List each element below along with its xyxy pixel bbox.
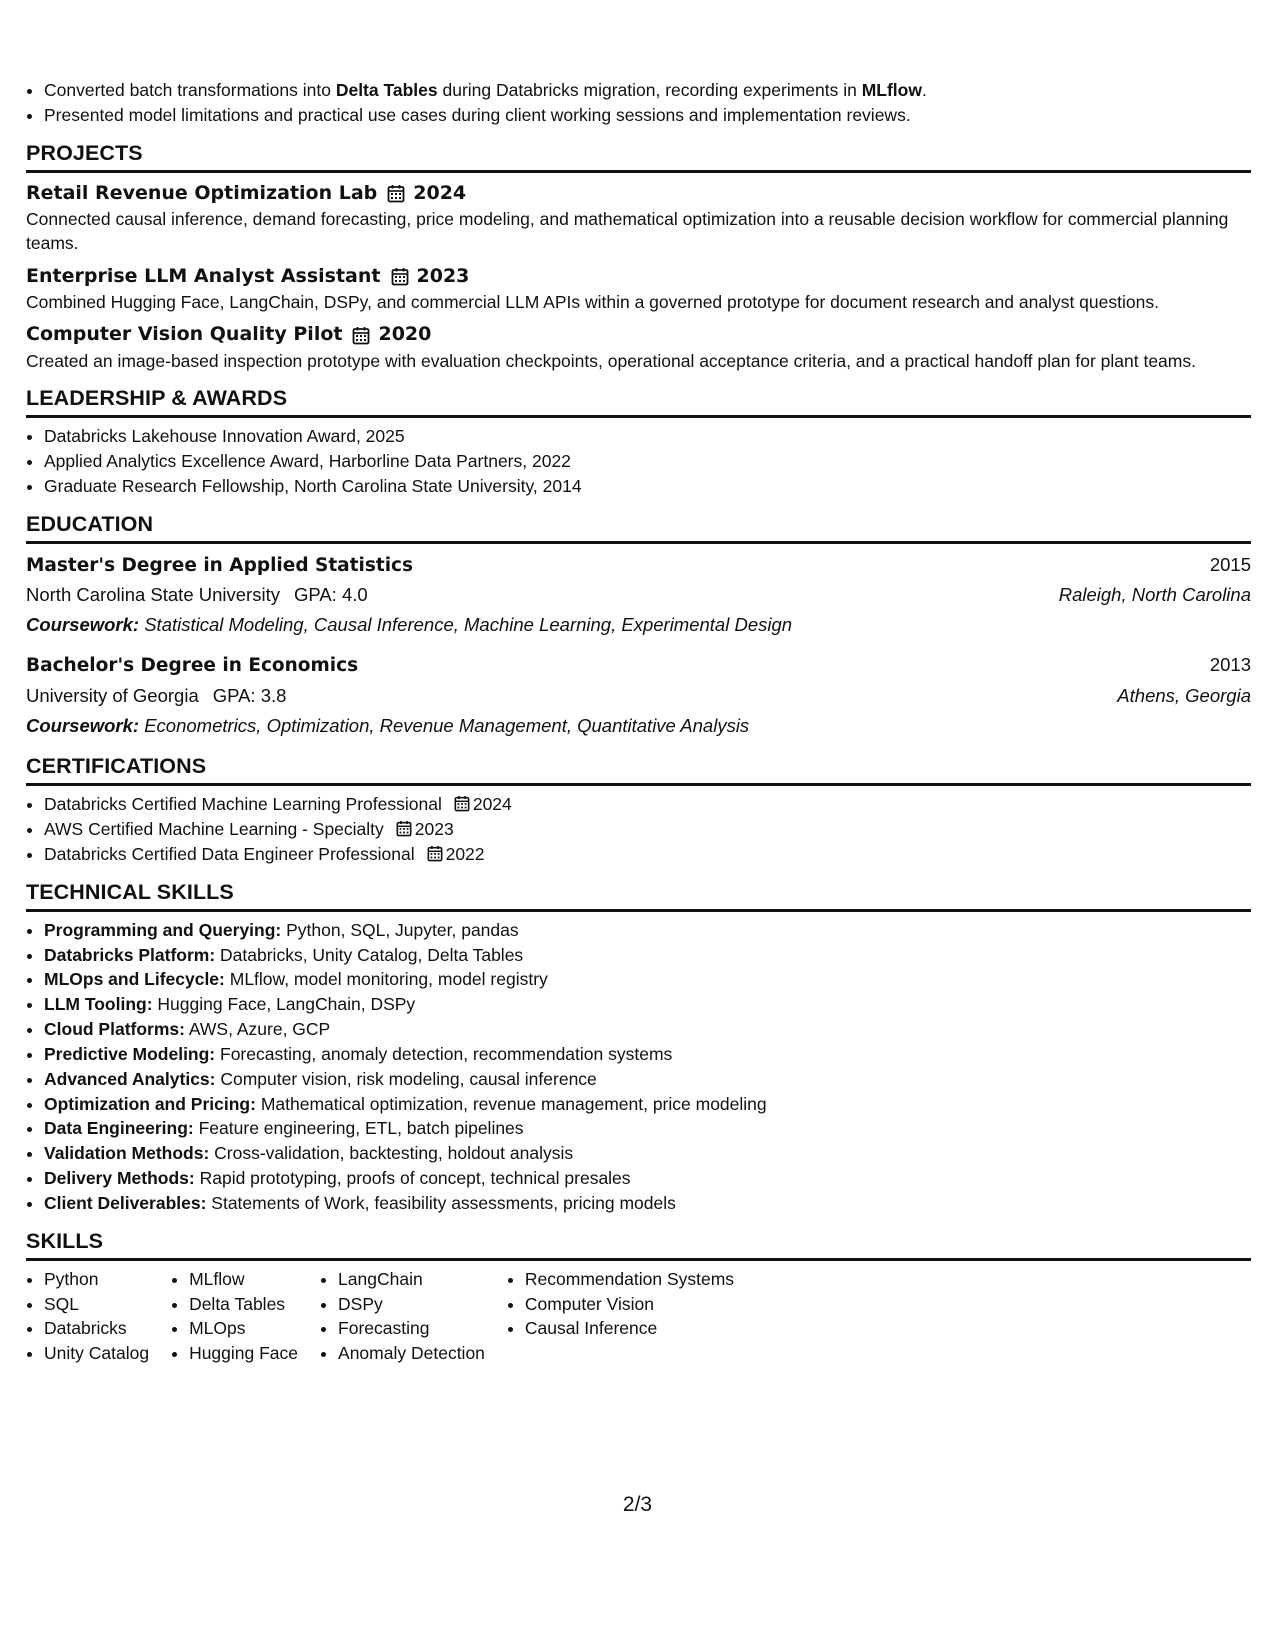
technical-skills-list bbox=[26, 918, 1251, 1216]
coursework-label: Coursework: bbox=[26, 715, 140, 737]
list-item: • Recommendation Systems bbox=[525, 1267, 734, 1292]
experience-bullets bbox=[26, 78, 1251, 128]
experience-bullet bbox=[44, 103, 1251, 128]
section-title-technical-skills: TECHNICAL SKILLS bbox=[26, 879, 1251, 912]
certification-name: Databricks Certified Data Engineer Professional bbox=[44, 843, 415, 864]
project-name: Enterprise LLM Analyst Assistant bbox=[26, 264, 381, 287]
bullet-text: during Databricks migration, recording experiments in bbox=[437, 80, 862, 100]
list-item: • Forecasting bbox=[338, 1316, 485, 1341]
project-item bbox=[26, 264, 1251, 315]
bullet-text: Converted batch transformations into bbox=[44, 80, 336, 100]
education-header-row bbox=[26, 550, 1251, 581]
school-location: Raleigh, North Carolina bbox=[1058, 584, 1251, 606]
list-item: • Causal Inference bbox=[525, 1316, 734, 1341]
skill-category: Predictive Modeling: bbox=[44, 1043, 216, 1064]
coursework bbox=[26, 610, 1251, 640]
technical-skill-item bbox=[44, 1067, 1251, 1092]
list-item: • MLflow bbox=[189, 1267, 298, 1292]
certifications-list bbox=[26, 792, 1251, 867]
technical-skill-item bbox=[44, 967, 1251, 992]
project-heading bbox=[26, 181, 1251, 207]
list-item: • Hugging Face bbox=[189, 1341, 298, 1366]
graduation-year: 2013 bbox=[1209, 654, 1251, 676]
project-description: Connected causal inference, demand forecasting, price modeling, and mathematical optimization into a reusable decision workflow for commercial planning teams. bbox=[26, 209, 1229, 254]
skill-category: Databricks Platform: bbox=[44, 944, 216, 965]
bullet-bold-text: MLflow bbox=[861, 80, 922, 100]
skill-category: Cloud Platforms: bbox=[44, 1019, 185, 1040]
list-item: • Databricks Lakehouse Innovation Award, 2025 bbox=[44, 424, 1251, 449]
skill-category: Delivery Methods: bbox=[44, 1168, 195, 1189]
list-item: • Applied Analytics Excellence Award, Harborline Data Partners, 2022 bbox=[44, 449, 1251, 474]
project-list bbox=[26, 181, 1251, 373]
skills-column bbox=[26, 1267, 149, 1366]
technical-skill-item bbox=[44, 1141, 1251, 1166]
technical-skill-item bbox=[44, 918, 1251, 943]
technical-skill-item bbox=[44, 992, 1251, 1017]
page-number: 2/3 bbox=[622, 1493, 653, 1516]
resume-page bbox=[26, 78, 1251, 1366]
skills-column bbox=[507, 1267, 734, 1366]
degree-name: Master's Degree in Applied Statistics bbox=[26, 554, 414, 576]
skill-values: AWS, Azure, GCP bbox=[184, 1019, 331, 1040]
list-item: • Graduate Research Fellowship, North Carolina State University, 2014 bbox=[44, 474, 1251, 499]
certification-year: 2023 bbox=[414, 819, 454, 840]
certification-item bbox=[44, 817, 1251, 842]
technical-skill-item bbox=[44, 1116, 1251, 1141]
bullet-text: . bbox=[921, 80, 927, 100]
skill-values: Python, SQL, Jupyter, pandas bbox=[281, 919, 519, 940]
calendar-icon bbox=[352, 326, 370, 345]
technical-skill-item bbox=[44, 1042, 1251, 1067]
skill-category: Validation Methods: bbox=[44, 1143, 210, 1164]
certification-name: Databricks Certified Machine Learning Professional bbox=[44, 794, 442, 815]
coursework bbox=[26, 711, 1251, 741]
education-item bbox=[26, 650, 1251, 741]
education-school-row bbox=[26, 681, 1251, 711]
skill-values: MLflow, model monitoring, model registry bbox=[224, 969, 548, 990]
calendar-icon bbox=[454, 795, 470, 812]
school-line bbox=[26, 580, 368, 610]
skills-column bbox=[320, 1267, 485, 1366]
section-title-awards: LEADERSHIP & AWARDS bbox=[26, 385, 1251, 418]
section-title-certifications: CERTIFICATIONS bbox=[26, 753, 1251, 786]
school-name: University of Georgia bbox=[26, 685, 199, 707]
education-school-row bbox=[26, 580, 1251, 610]
technical-skill-item bbox=[44, 1191, 1251, 1216]
list-item: • Anomaly Detection bbox=[338, 1341, 485, 1366]
skill-values: Feature engineering, ETL, batch pipelines bbox=[193, 1118, 524, 1139]
certification-name: AWS Certified Machine Learning - Specialty bbox=[44, 819, 384, 840]
experience-bullet bbox=[44, 78, 1251, 103]
coursework-label: Coursework: bbox=[26, 614, 140, 636]
certification-year: 2024 bbox=[472, 794, 512, 815]
technical-skill-item bbox=[44, 1092, 1251, 1117]
coursework-list: Statistical Modeling, Causal Inference, Machine Learning, Experimental Design bbox=[139, 614, 793, 636]
calendar-icon bbox=[396, 820, 412, 837]
school-location: Athens, Georgia bbox=[1117, 685, 1251, 707]
section-title-education: EDUCATION bbox=[26, 511, 1251, 544]
technical-skill-item bbox=[44, 1017, 1251, 1042]
certification-item bbox=[44, 792, 1251, 817]
coursework-list: Econometrics, Optimization, Revenue Management, Quantitative Analysis bbox=[139, 715, 750, 737]
degree-name: Bachelor's Degree in Economics bbox=[26, 655, 359, 677]
list-item: • Computer Vision bbox=[525, 1292, 734, 1317]
list-item: • LangChain bbox=[338, 1267, 485, 1292]
school-name: North Carolina State University bbox=[26, 584, 280, 606]
project-item bbox=[26, 322, 1251, 373]
technical-skill-item bbox=[44, 1166, 1251, 1191]
skill-category: Programming and Querying: bbox=[44, 919, 282, 940]
list-item: • Databricks bbox=[44, 1316, 149, 1341]
gpa: GPA: 4.0 bbox=[293, 584, 368, 606]
skill-values: Cross-validation, backtesting, holdout analysis bbox=[209, 1143, 574, 1164]
skill-values: Computer vision, risk modeling, causal inference bbox=[215, 1068, 597, 1089]
skill-category: Advanced Analytics: bbox=[44, 1068, 216, 1089]
project-year: 2024 bbox=[413, 181, 467, 204]
certification-year: 2022 bbox=[445, 843, 485, 864]
section-title-skills: SKILLS bbox=[26, 1228, 1251, 1261]
list-item: • Python bbox=[44, 1267, 149, 1292]
calendar-icon bbox=[427, 845, 443, 862]
skill-values: Mathematical optimization, revenue management, price modeling bbox=[255, 1093, 767, 1114]
project-name: Retail Revenue Optimization Lab bbox=[26, 181, 378, 204]
list-item: • MLOps bbox=[189, 1316, 298, 1341]
calendar-icon bbox=[387, 184, 405, 203]
skills-grid bbox=[26, 1267, 1251, 1366]
calendar-icon bbox=[391, 267, 409, 286]
skill-category: Data Engineering: bbox=[44, 1118, 194, 1139]
section-title-projects: PROJECTS bbox=[26, 140, 1251, 173]
list-item: • SQL bbox=[44, 1292, 149, 1317]
education-item bbox=[26, 550, 1251, 641]
bullet-text: Presented model limitations and practical use cases during client working sessions and implementation reviews. bbox=[44, 104, 911, 125]
awards-list bbox=[26, 424, 1251, 499]
skill-values: Statements of Work, feasibility assessments, pricing models bbox=[206, 1193, 676, 1214]
gpa: GPA: 3.8 bbox=[212, 685, 287, 707]
skill-category: LLM Tooling: bbox=[44, 994, 153, 1015]
skill-values: Rapid prototyping, proofs of concept, technical presales bbox=[194, 1168, 631, 1189]
list-item: • Unity Catalog bbox=[44, 1341, 149, 1366]
skill-values: Forecasting, anomaly detection, recommendation systems bbox=[215, 1043, 673, 1064]
project-name: Computer Vision Quality Pilot bbox=[26, 323, 343, 346]
skill-category: Optimization and Pricing: bbox=[44, 1093, 256, 1114]
list-item: • Delta Tables bbox=[189, 1292, 298, 1317]
skill-category: MLOps and Lifecycle: bbox=[44, 969, 225, 990]
bullet-bold-text: Delta Tables bbox=[335, 80, 438, 100]
school-line bbox=[26, 681, 286, 711]
education-header-row bbox=[26, 650, 1251, 681]
technical-skill-item bbox=[44, 943, 1251, 968]
project-year: 2023 bbox=[416, 264, 470, 287]
skill-values: Databricks, Unity Catalog, Delta Tables bbox=[215, 944, 524, 965]
skill-values: Hugging Face, LangChain, DSPy bbox=[152, 994, 416, 1015]
project-heading bbox=[26, 264, 1251, 290]
skills-column bbox=[171, 1267, 298, 1366]
project-description: Created an image-based inspection prototype with evaluation checkpoints, operational acceptance criteria, and a practical handoff plan for plant teams. bbox=[26, 350, 1196, 371]
list-item: • DSPy bbox=[338, 1292, 485, 1317]
certification-item bbox=[44, 842, 1251, 867]
project-year: 2020 bbox=[378, 323, 432, 346]
project-heading bbox=[26, 322, 1251, 348]
project-description: Combined Hugging Face, LangChain, DSPy, and commercial LLM APIs within a governed prototype for document research and analyst questions. bbox=[26, 292, 1159, 313]
skill-category: Client Deliverables: bbox=[44, 1193, 207, 1214]
graduation-year: 2015 bbox=[1209, 553, 1251, 575]
project-item bbox=[26, 181, 1251, 256]
